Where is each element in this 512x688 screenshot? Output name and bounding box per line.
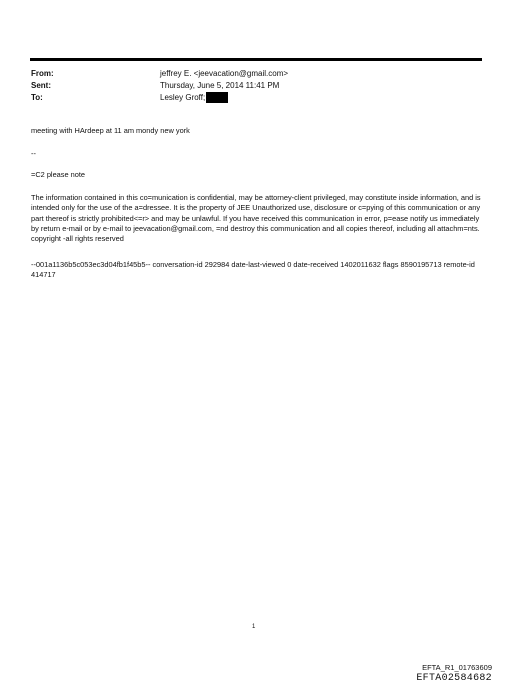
to-value: Lesley Groff; bbox=[160, 93, 206, 102]
redaction-block bbox=[206, 92, 228, 103]
to-field bbox=[160, 92, 228, 103]
sent-label: Sent: bbox=[31, 81, 51, 90]
footer-ref-efta: EFTA02584682 bbox=[416, 673, 492, 684]
to-label: To: bbox=[31, 93, 43, 102]
separator: -- bbox=[31, 149, 36, 158]
message-metadata: --001a1136b5c053ec3d04fb1f45b5-- conversation-id 292984 date-last-viewed 0 date-received 1402011632 flags 8590195713 remote-id 414717 bbox=[31, 260, 475, 280]
page-number: 1 bbox=[252, 624, 256, 630]
sent-value: Thursday, June 5, 2014 11:41 PM bbox=[160, 81, 280, 90]
message-line: meeting with HArdeep at 11 am mondy new york bbox=[31, 126, 190, 135]
confidentiality-disclaimer: The information contained in this co=munication is confidential, may be attorney-client privileged, may constitute inside information, and is intended only for the use of the a=dressee. It is the property of JEE Unauthorized use, disclosure or c=pying of this communication or any part thereof is strictly prohibited<=r> and may be unlawful. If you have received this communication in error, p=ease notify us immediately by return e-mail or by e-mail to jeevacation@gmail.com, =nd destroy this communication and all copies thereof, including all attachm=nts. copyright -all rights reserved bbox=[31, 193, 481, 244]
footer-ref-r1: EFTA_R1_01763609 bbox=[422, 663, 492, 672]
note-line: =C2 please note bbox=[31, 170, 86, 179]
header-rule bbox=[30, 58, 482, 61]
from-value: jeffrey E. <jeevacation@gmail.com> bbox=[160, 69, 289, 78]
from-label: From: bbox=[31, 69, 54, 78]
